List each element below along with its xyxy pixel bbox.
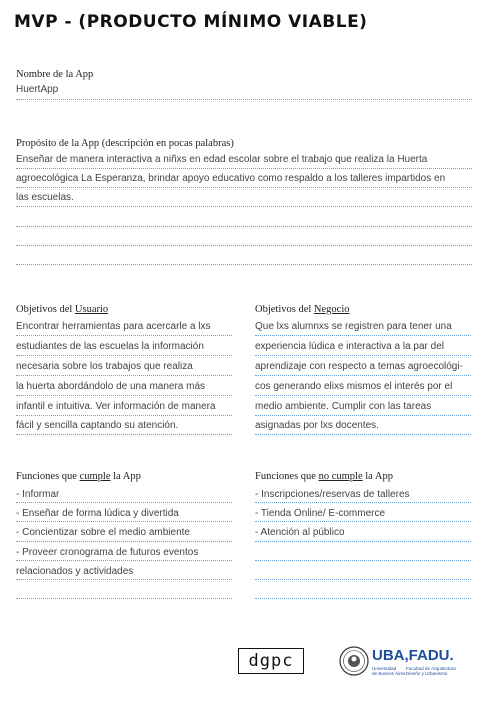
- user-goals-line: [16, 375, 232, 376]
- functions-yes-line: [16, 579, 232, 580]
- uba-fadu-logo: UBA,FADU.: [372, 647, 454, 664]
- user-goals-line-4: la huerta abordándolo de una manera más: [16, 381, 206, 392]
- user-goals-label: Objetivos del Usuario: [16, 304, 109, 315]
- functions-no-item-3: - Atención al público: [255, 527, 345, 538]
- purpose-label: Propósito de la App (descripción en pocas palabras): [16, 138, 234, 149]
- purpose-line: [16, 264, 472, 265]
- user-goals-line-1: Encontrar herramientas para acercarle a lxs: [16, 321, 211, 332]
- functions-yes-line: [16, 541, 232, 542]
- functions-no-line: [255, 541, 471, 542]
- business-goals-line: [255, 434, 471, 435]
- business-goals-line: [255, 335, 471, 336]
- user-goals-line-5: infantil e intuitiva. Ver información de manera: [16, 401, 216, 412]
- business-goals-line-4: cos generando elixs mismos el interés por el: [255, 381, 453, 392]
- user-goals-line-3: necesaria sobre los trabajos que realiza: [16, 361, 193, 372]
- purpose-line: [16, 245, 472, 246]
- fadu-caption-2: Diseño y Urbanismo: [406, 671, 448, 676]
- uba-caption-1: Universidad: [372, 666, 397, 671]
- app-name-value[interactable]: HuertApp: [16, 84, 59, 95]
- business-goals-line-3: aprendizaje con respecto a temas agroecológi-: [255, 361, 463, 372]
- business-goals-line: [255, 415, 471, 416]
- purpose-line: [16, 226, 472, 227]
- business-goals-line-2: experiencia lúdica e interactiva a la par del: [255, 341, 444, 352]
- purpose-line-2: agroecológica La Esperanza, brindar apoyo educativo como respaldo a los talleres impartidos en: [16, 173, 446, 184]
- business-goals-line: [255, 395, 471, 396]
- functions-yes-line: [16, 598, 232, 599]
- functions-yes-line: [16, 521, 232, 522]
- functions-yes-item-5: relacionados y actividades: [16, 566, 134, 577]
- uba-seal-icon: [339, 646, 369, 676]
- functions-no-item-2: - Tienda Online/ E-commerce: [255, 508, 386, 519]
- purpose-line-3: las escuelas.: [16, 192, 74, 203]
- purpose-line: [16, 206, 472, 207]
- functions-no-line: [255, 502, 471, 503]
- functions-yes-item-2: - Enseñar de forma lúdica y divertida: [16, 508, 179, 519]
- user-goals-line-6: fácil y sencilla captando su atención.: [16, 420, 179, 431]
- functions-no-label: Funciones que no cumple la App: [255, 471, 393, 482]
- user-goals-line: [16, 434, 232, 435]
- functions-yes-line: [16, 560, 232, 561]
- user-goals-line-2: estudiantes de las escuelas la información: [16, 341, 204, 352]
- business-goals-line: [255, 355, 471, 356]
- functions-yes-item-3: - Concientizar sobre el medio ambiente: [16, 527, 190, 538]
- functions-yes-line: [16, 502, 232, 503]
- business-goals-line-6: asignadas por lxs docentes.: [255, 420, 379, 431]
- user-goals-line: [16, 335, 232, 336]
- fadu-caption-1: Facultad de Arquitectura: [406, 666, 456, 671]
- business-goals-line-1: Que lxs alumnxs se registren para tener una: [255, 321, 452, 332]
- business-goals-line: [255, 375, 471, 376]
- functions-no-line: [255, 598, 471, 599]
- purpose-line: [16, 168, 472, 169]
- user-goals-line: [16, 415, 232, 416]
- purpose-line: [16, 187, 472, 188]
- functions-no-line: [255, 579, 471, 580]
- uba-caption-2: de Buenos Aires: [372, 671, 406, 676]
- purpose-line-1: Enseñar de manera interactiva a niñxs en edad escolar sobre el trabajo que realiza la Huerta: [16, 154, 428, 165]
- user-goals-line: [16, 395, 232, 396]
- functions-no-line: [255, 560, 471, 561]
- functions-no-item-1: - Inscripciones/reservas de talleres: [255, 489, 410, 500]
- functions-yes-label: Funciones que cumple la App: [16, 471, 141, 482]
- business-goals-line-5: medio ambiente. Cumplir con las tareas: [255, 401, 432, 412]
- page-title: MVP - (PRODUCTO MÍNIMO VIABLE): [14, 12, 368, 32]
- app-name-label: Nombre de la App: [16, 69, 94, 80]
- functions-yes-item-4: - Proveer cronograma de futuros eventos: [16, 547, 199, 558]
- functions-no-line: [255, 521, 471, 522]
- app-name-line: [16, 99, 472, 100]
- functions-yes-item-1: - Informar: [16, 489, 60, 500]
- business-goals-label: Objetivos del Negocio: [255, 304, 350, 315]
- dgpc-logo: dgpc: [238, 648, 304, 674]
- user-goals-line: [16, 355, 232, 356]
